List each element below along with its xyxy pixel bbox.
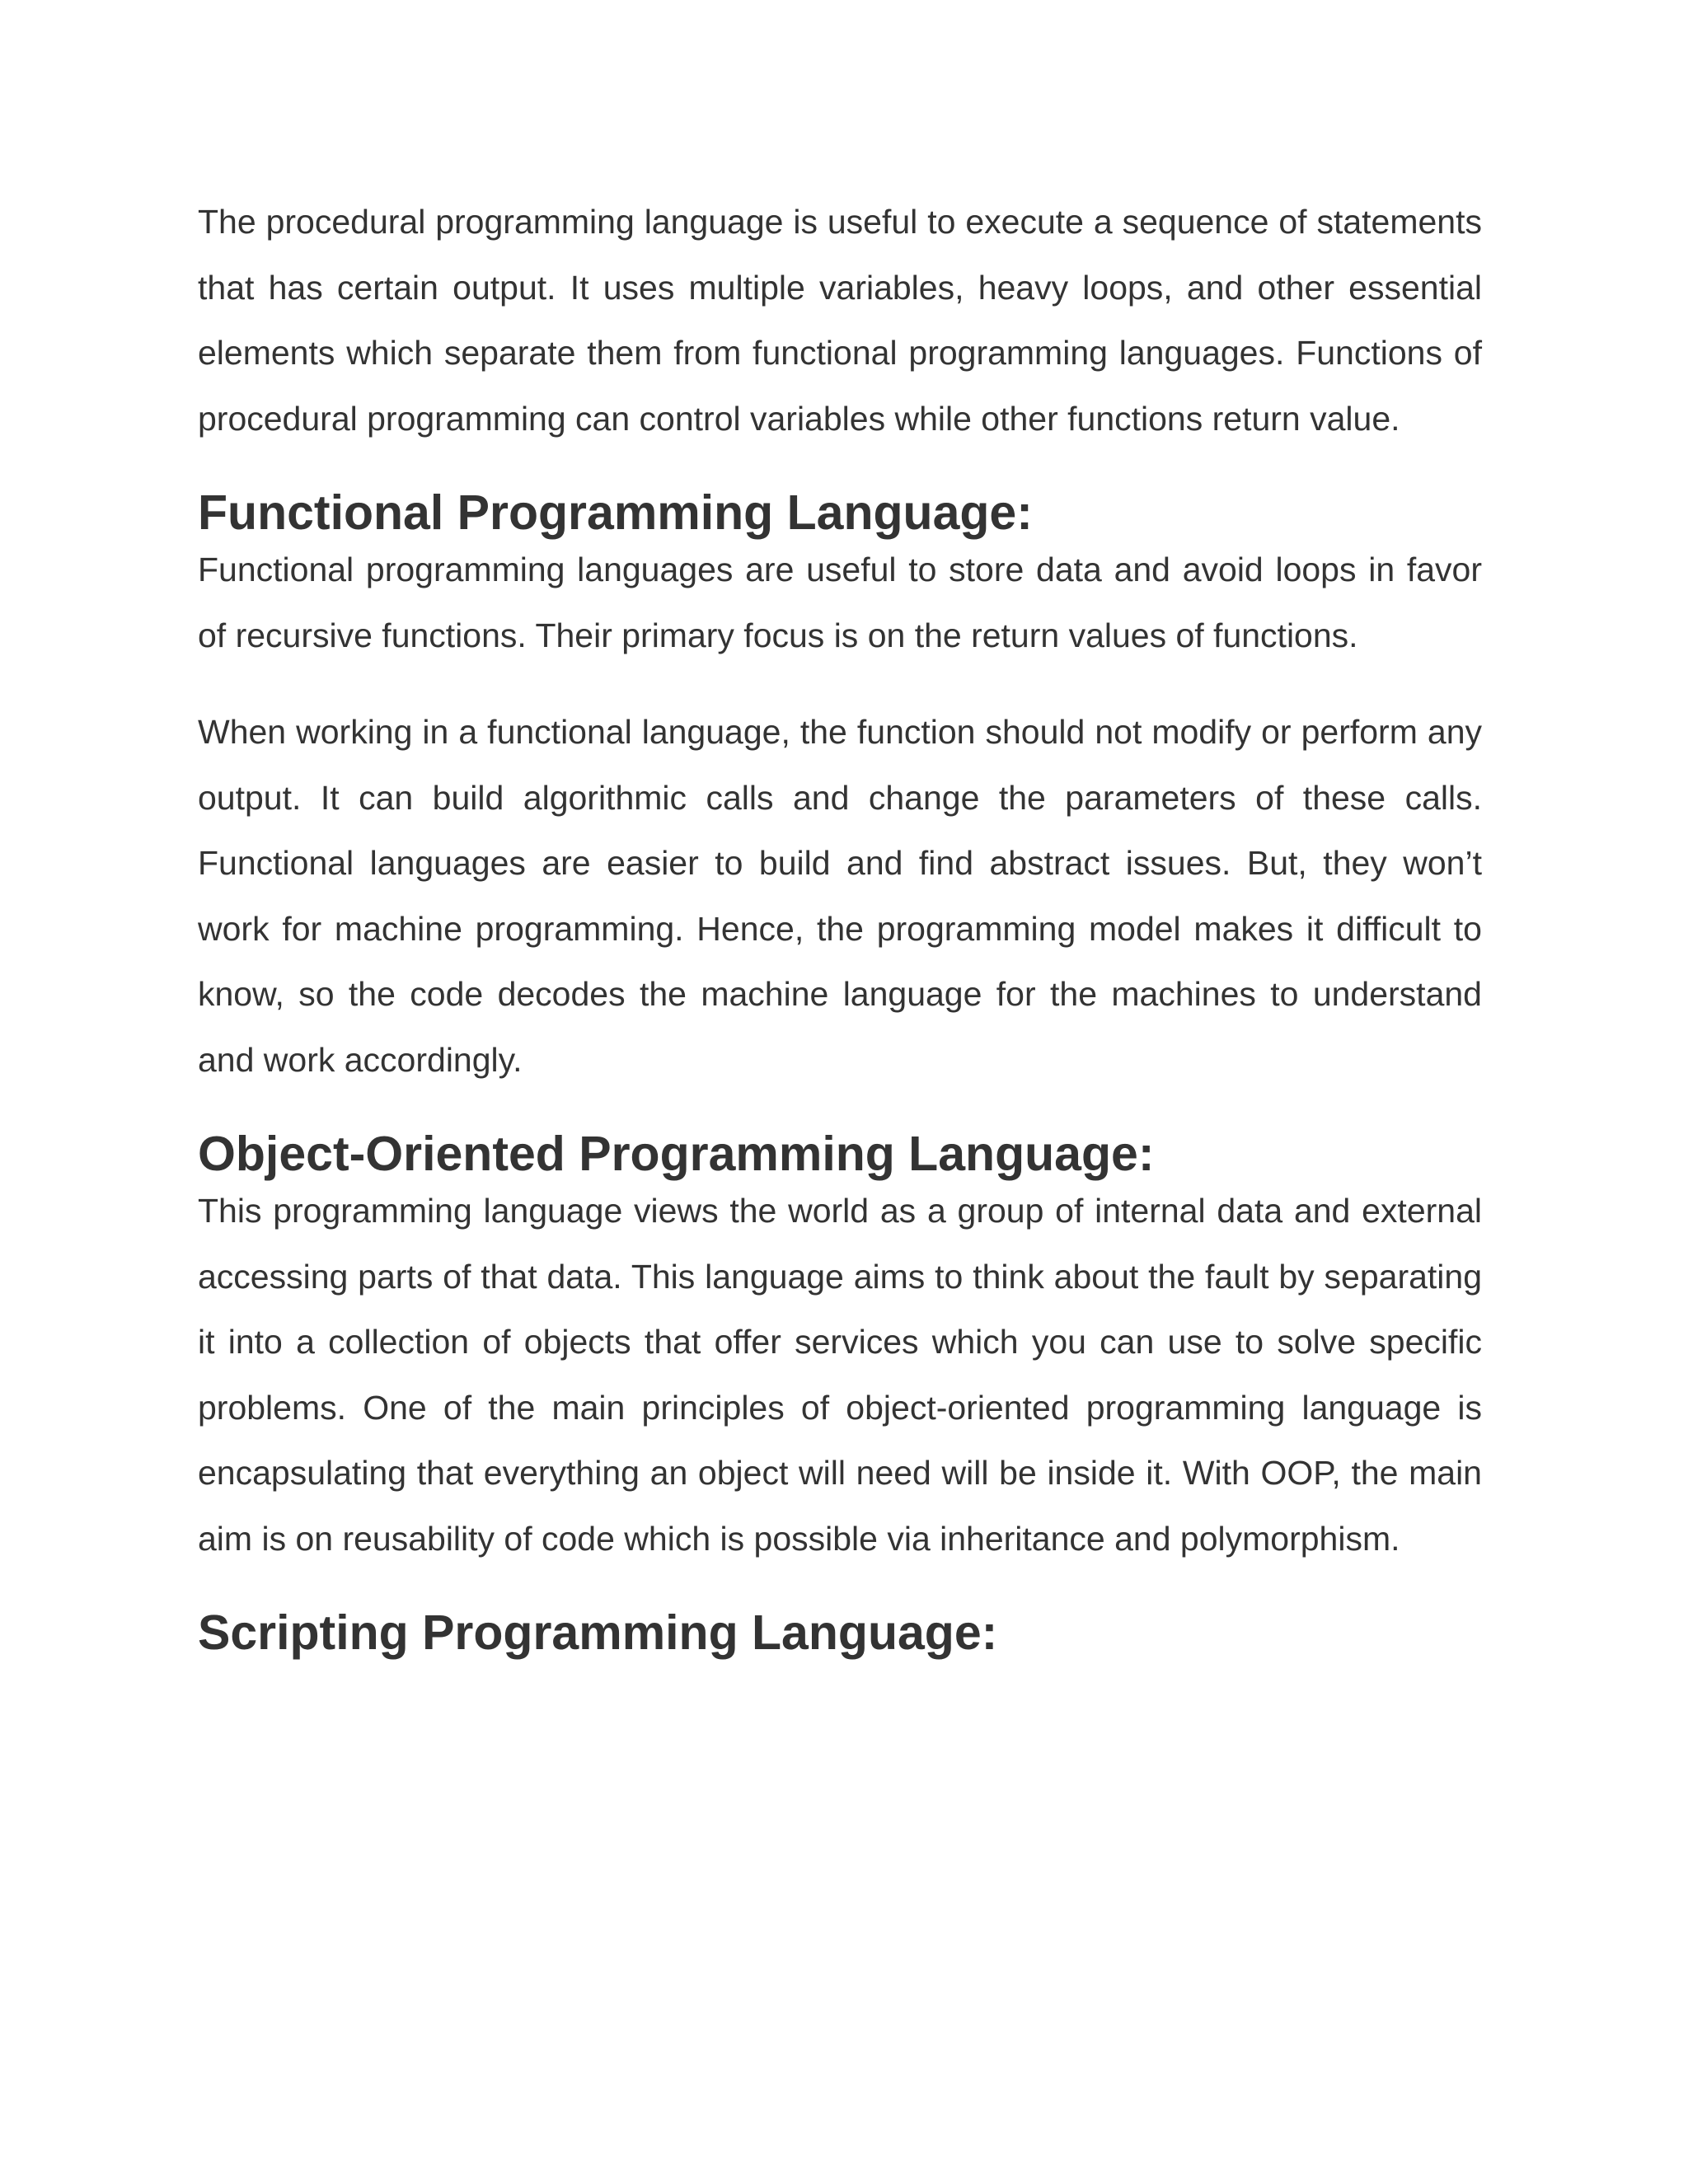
paragraph-object-oriented: This programming language views the world as a group of internal data and external accessing parts of that data. This language aims to think about the fault by separating it into a collection of objects that offer services which you can use to solve specific problems. One of the main principles of object-oriented programming language is encapsulating that everything an object will need will be inside it. With OOP, the main aim is on reusability of code which is possible via inheritance and polymorphism. [198,1192,1482,1558]
paragraph-functional-details: When working in a functional language, the function should not modify or perform any output. It can build algorithmic calls and change the parameters of these calls. Functional languages are easier to build and find abstract issues. But, they won’t work for machine programming. Hence, the programming model makes it difficult to know, so the code decodes the machine language for the machines to understand and work accordingly. [198,713,1482,1079]
heading-functional-programming: Functional Programming Language: [198,485,1033,540]
paragraph-procedural: The procedural programming language is useful to execute a sequence of statements that has certain output. It uses multiple variables, heavy loops, and other essential elements which separate them from functional programming languages. Functions of procedural programming can control variables while other functions return value. [198,203,1482,438]
document-page [198,190,1482,1666]
heading-object-oriented-programming: Object-Oriented Programming Language: [198,1127,1155,1181]
paragraph-functional-intro: Functional programming languages are useful to store data and avoid loops in favor of recursive functions. Their primary focus is on the return values of functions. [198,551,1482,654]
heading-scripting-programming: Scripting Programming Language: [198,1605,998,1660]
